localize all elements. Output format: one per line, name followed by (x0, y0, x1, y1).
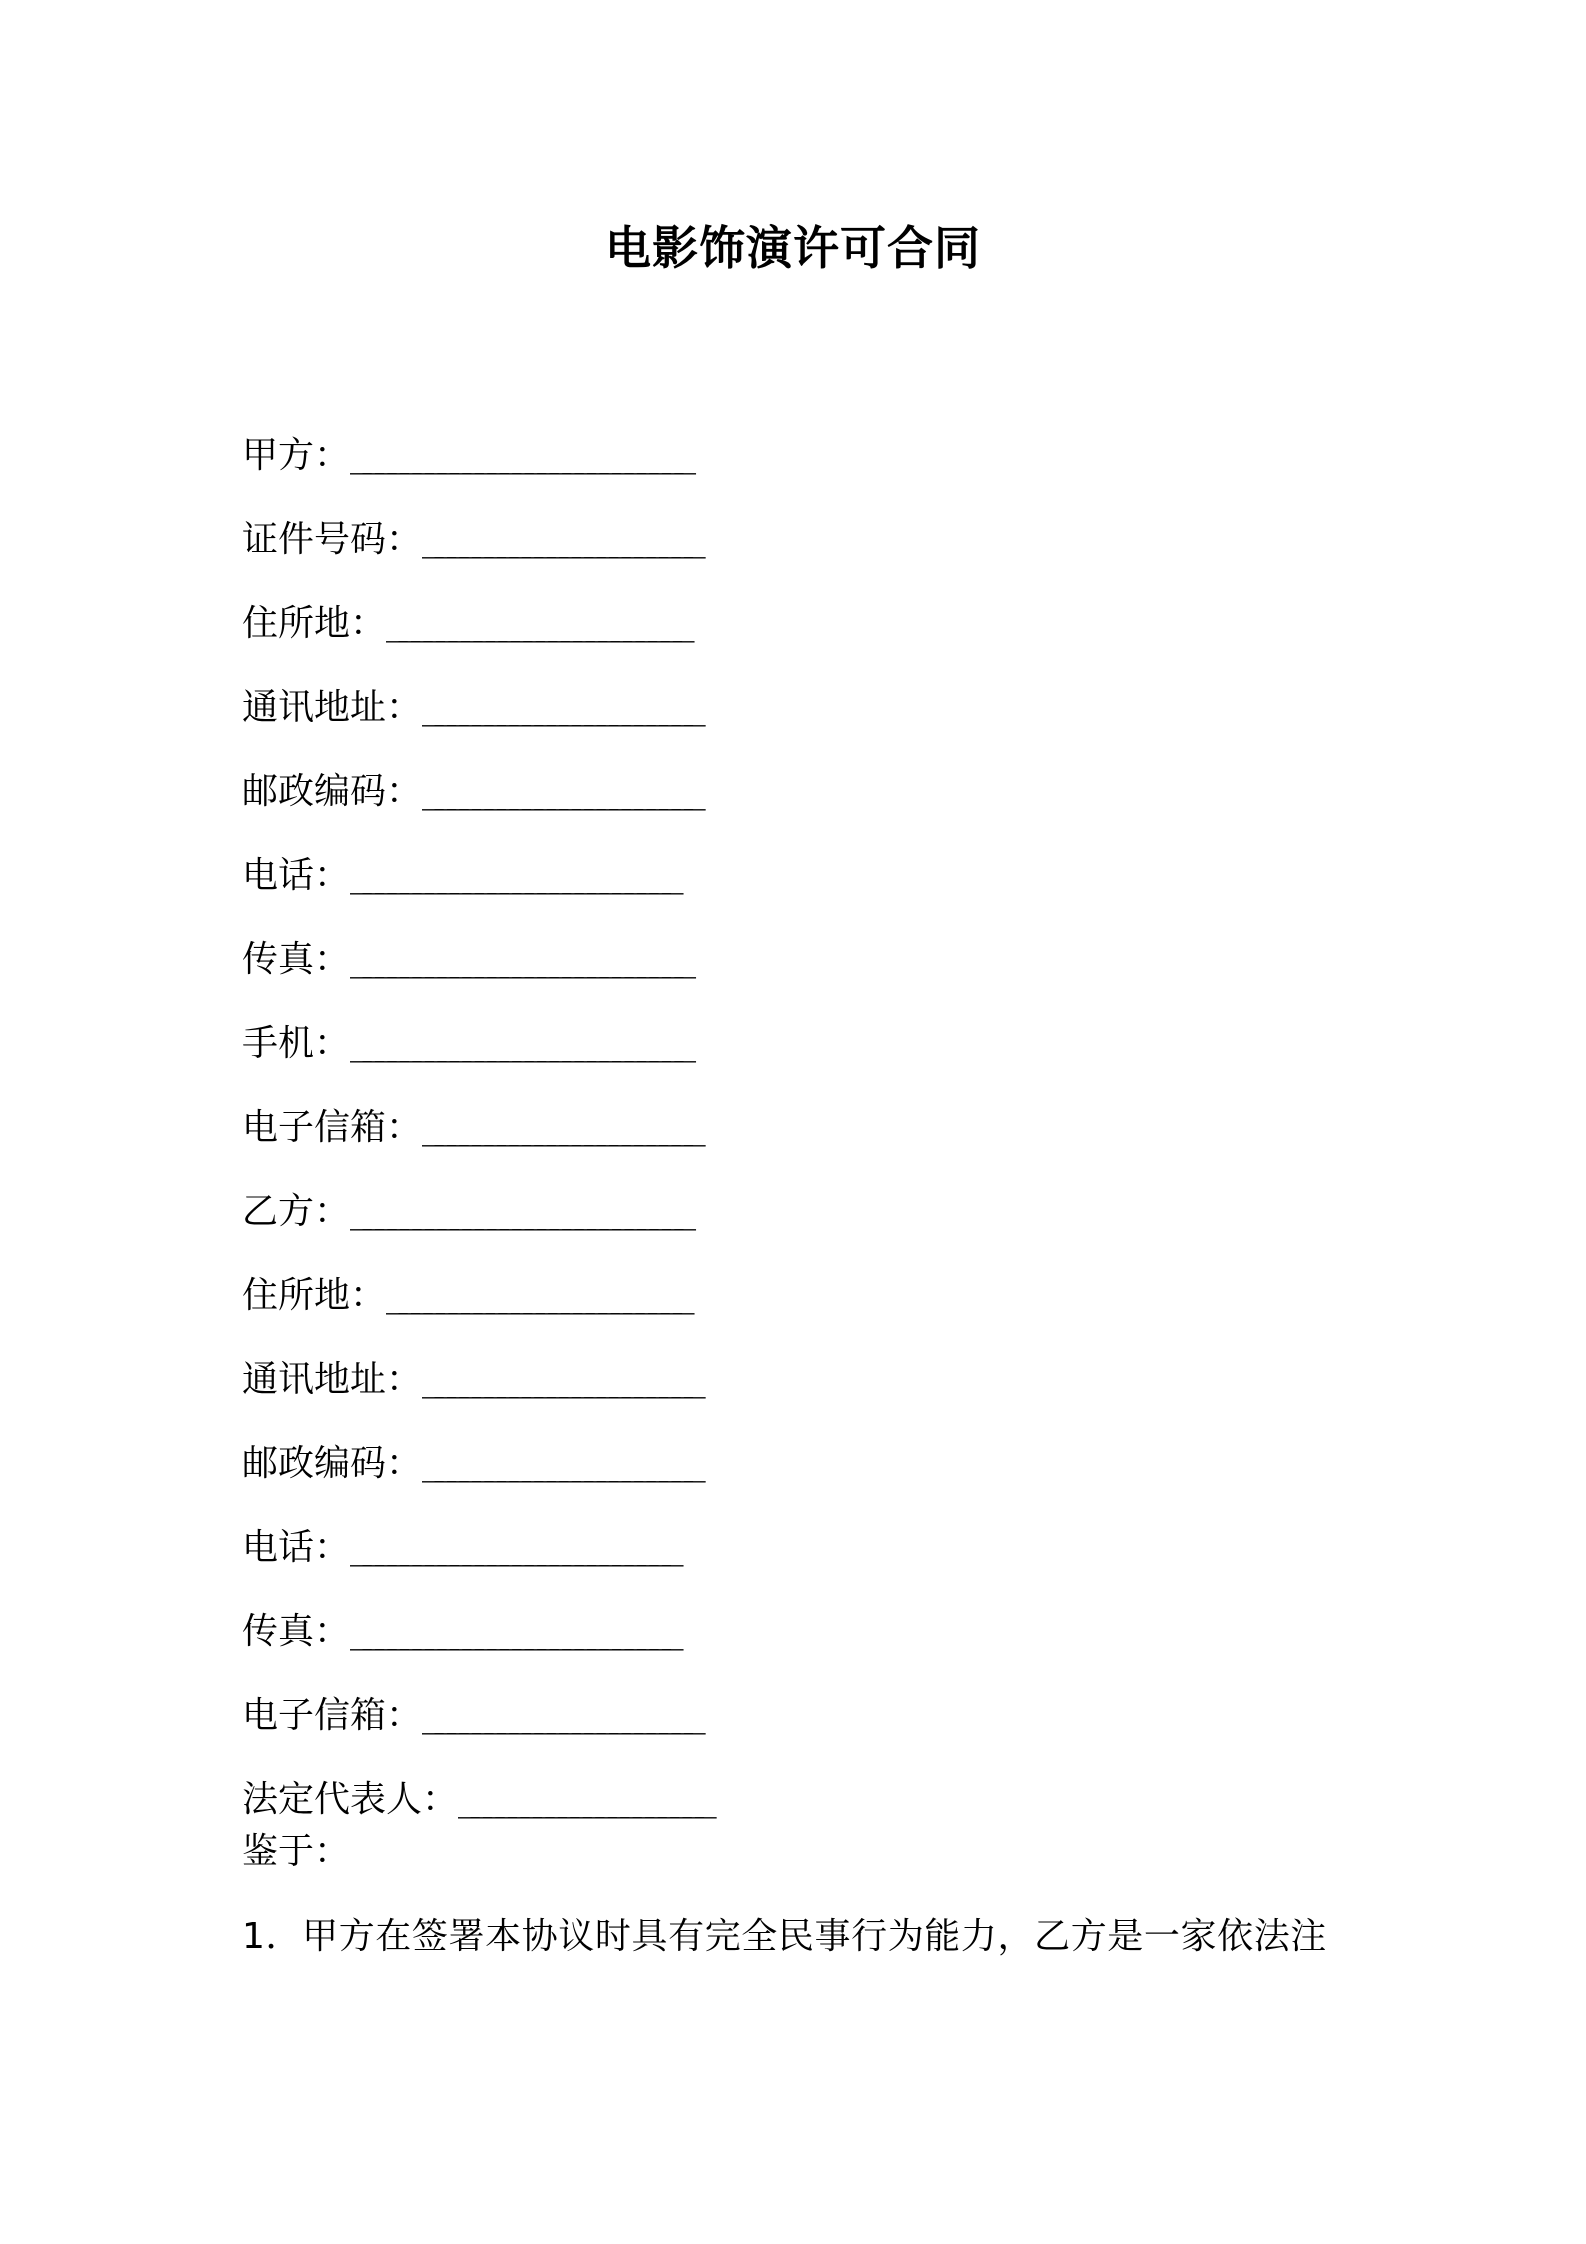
field-label: 证件号码： (242, 518, 423, 560)
field-row (242, 830, 708, 914)
field-label: 法定代表人： (242, 1778, 459, 1820)
field-row (242, 662, 708, 746)
field-row (242, 1166, 708, 1250)
fill-in-blank: __________________________ (350, 1609, 675, 1651)
whereas-heading: 鉴于： (242, 1831, 351, 1872)
fill-in-blank: ___________________________ (350, 433, 687, 475)
fill-in-blank: ______________________ (422, 1357, 697, 1399)
fill-in-blank: ___________________________ (350, 1189, 687, 1231)
field-label: 邮政编码： (242, 1442, 423, 1484)
fill-in-blank: ______________________ (422, 685, 697, 727)
field-row (242, 1334, 708, 1418)
clause-1-text: 1．甲方在签署本协议时具有完全民事行为能力，乙方是一家依法注 (242, 1916, 1327, 1957)
field-row (242, 1418, 708, 1502)
field-label: 邮政编码： (242, 770, 423, 812)
fill-in-blank: ______________________ (422, 1693, 697, 1735)
field-row (242, 914, 708, 998)
document-title: 电影饰演许可合同 (605, 221, 981, 275)
field-row (242, 746, 708, 830)
fill-in-blank: ______________________ (422, 517, 697, 559)
field-label: 甲方： (242, 434, 351, 476)
field-label: 乙方： (242, 1190, 351, 1232)
field-label: 电子信箱： (242, 1694, 423, 1736)
field-label: 传真： (242, 938, 351, 980)
field-row (242, 1670, 708, 1754)
field-row (242, 578, 708, 662)
field-label: 通讯地址： (242, 1358, 423, 1400)
field-row (242, 1082, 708, 1166)
field-label: 手机： (242, 1022, 351, 1064)
fill-in-blank: ______________________ (422, 769, 697, 811)
field-row (242, 1250, 708, 1334)
field-label: 传真： (242, 1610, 351, 1652)
field-label: 住所地： (242, 602, 387, 644)
field-row (242, 1586, 708, 1670)
fill-in-blank: ___________________________ (350, 937, 687, 979)
fill-in-blank: ________________________ (386, 601, 686, 643)
fill-in-blank: ____________________ (458, 1777, 708, 1819)
party-fields (242, 410, 708, 1838)
field-row (242, 1502, 708, 1586)
fill-in-blank: __________________________ (350, 853, 675, 895)
fill-in-blank: __________________________ (350, 1525, 675, 1567)
fill-in-blank: ______________________ (422, 1105, 697, 1147)
fill-in-blank: ________________________ (386, 1273, 686, 1315)
field-row (242, 410, 708, 494)
field-label: 电话： (242, 1526, 351, 1568)
field-label: 电子信箱： (242, 1106, 423, 1148)
field-label: 电话： (242, 854, 351, 896)
field-label: 通讯地址： (242, 686, 423, 728)
fill-in-blank: ___________________________ (350, 1021, 687, 1063)
field-label: 住所地： (242, 1274, 387, 1316)
field-row (242, 494, 708, 578)
field-row (242, 998, 708, 1082)
fill-in-blank: ______________________ (422, 1441, 697, 1483)
